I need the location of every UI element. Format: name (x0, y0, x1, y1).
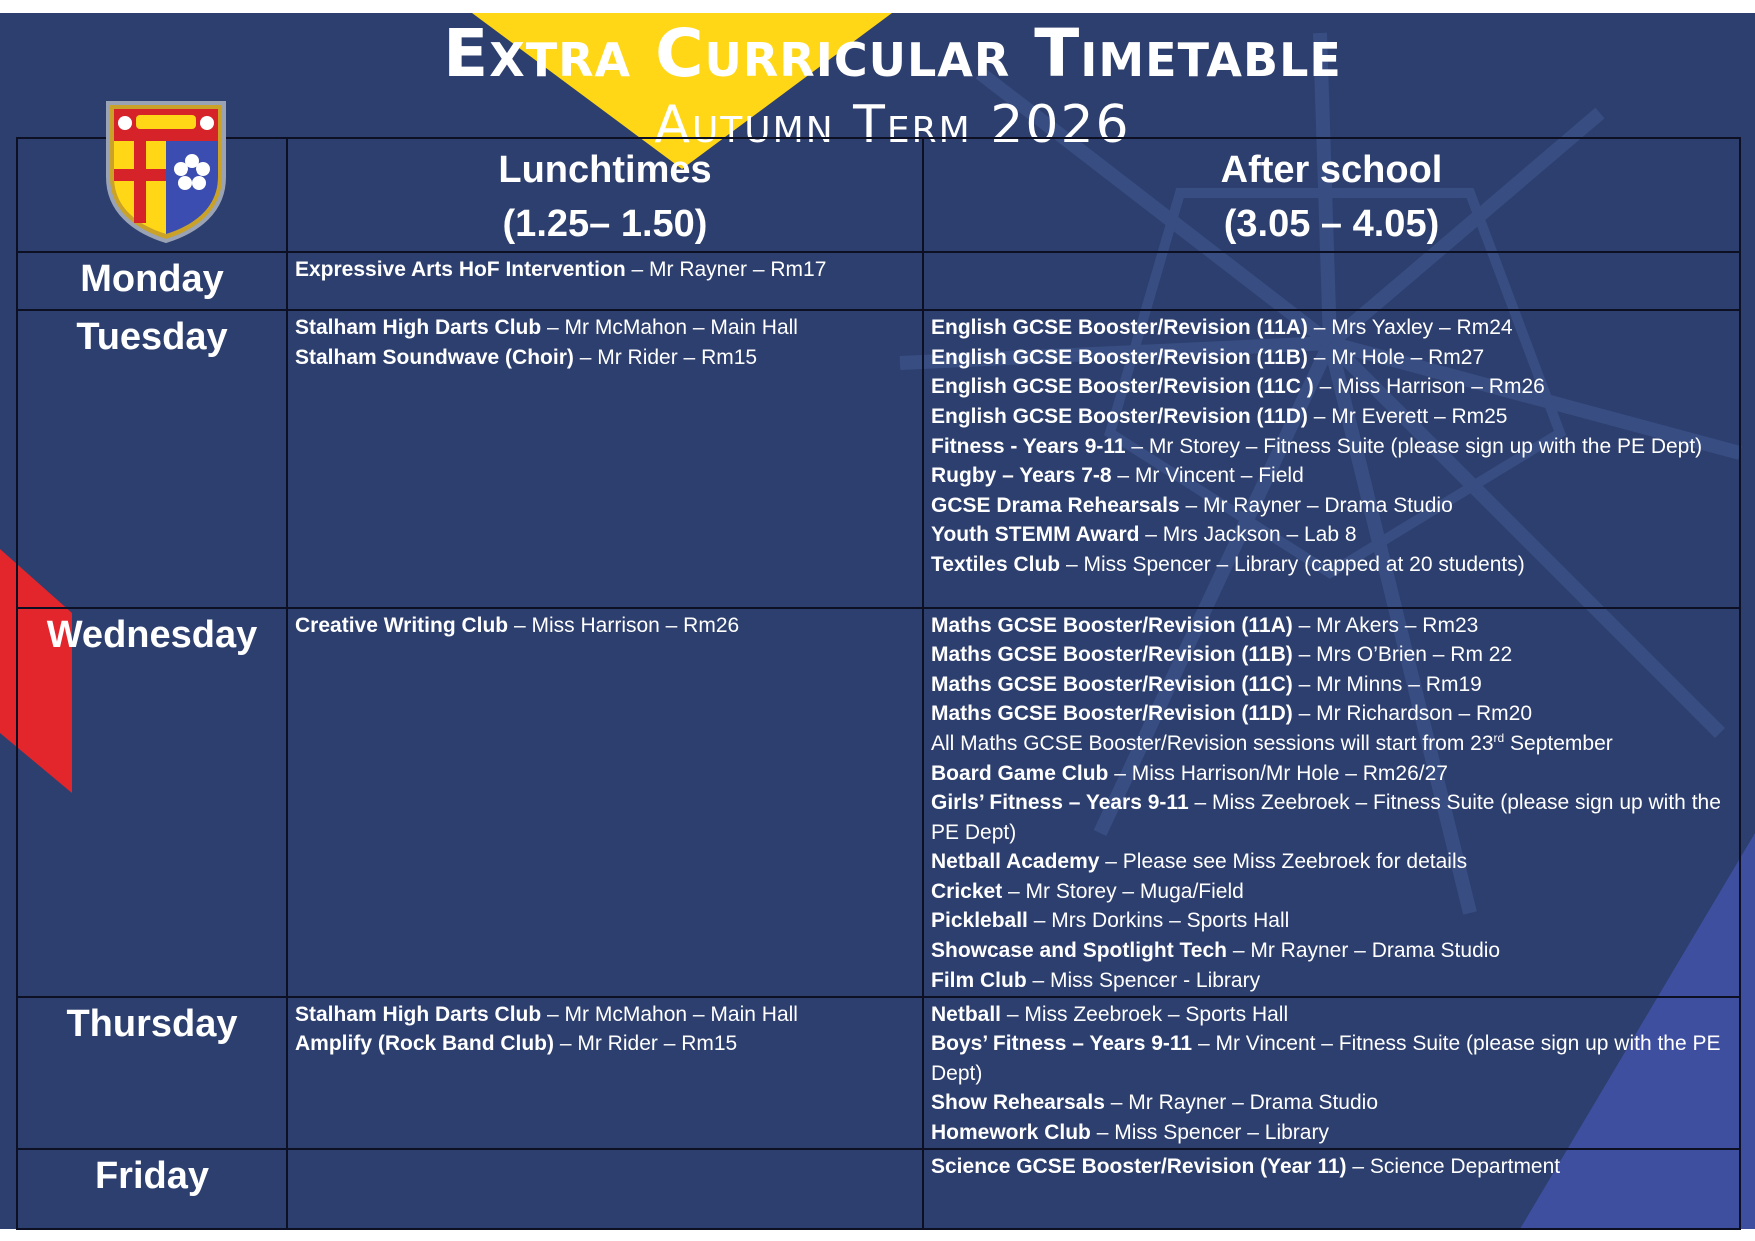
activity-details: – Mr Rayner – Drama Studio (1104, 1091, 1379, 1115)
activity-name: Show Rehearsals (931, 1091, 1105, 1115)
activity-details: – Miss Harrison – Rm26 (508, 613, 740, 637)
activity-name: Homework Club (931, 1121, 1091, 1145)
page-title: Extra Curricular Timetable (443, 15, 1342, 92)
activity-entry (931, 372, 1733, 402)
activity-name: Cricket (931, 879, 1003, 903)
ordinal-suffix: rd (1493, 730, 1505, 745)
activity-name: Board Game Club (931, 761, 1109, 785)
activity-entry (931, 461, 1733, 491)
activity-entry (931, 1029, 1733, 1088)
page-subtitle: Autumn Term 2026 (654, 95, 1131, 155)
lunch-cell-friday (287, 1149, 923, 1229)
activity-details: – Mr McMahon – Main Hall (541, 1002, 798, 1026)
activity-entry (931, 906, 1733, 936)
activity-name: Amplify (Rock Band Club) (295, 1032, 555, 1056)
lunch-cell-wednesday (287, 608, 923, 997)
after-cell-tuesday (923, 310, 1740, 607)
activity-entry (931, 699, 1733, 729)
after-school-header (923, 138, 1740, 252)
activity-details: – Mr McMahon – Main Hall (541, 316, 798, 340)
header-row (17, 138, 1740, 252)
activity-entry (931, 1088, 1733, 1118)
activity-entry (931, 759, 1733, 789)
lunch-cell-monday (287, 252, 923, 310)
activity-name: Girls’ Fitness – Years 9-11 (931, 791, 1189, 815)
activity-name: Maths GCSE Booster/Revision (11D) (931, 702, 1293, 726)
day-label-monday: Monday (17, 252, 287, 310)
activity-name: Netball Academy (931, 850, 1100, 874)
row-wednesday (17, 608, 1740, 997)
after-cell-thursday (923, 997, 1740, 1149)
activity-details: – Mr Akers – Rm23 (1292, 613, 1479, 637)
activity-name: Showcase and Spotlight Tech (931, 939, 1227, 963)
activity-details: – Please see Miss Zeebroek for details (1099, 850, 1468, 874)
activity-entry (295, 313, 916, 343)
activity-entry (295, 1029, 916, 1059)
activity-name: Film Club (931, 968, 1027, 992)
activity-name: Stalham High Darts Club (295, 1002, 542, 1026)
activity-name: Stalham High Darts Club (295, 316, 542, 340)
after-school-title: After school (1220, 149, 1443, 191)
after-cell-wednesday (923, 608, 1740, 997)
activity-details: – Mr Rayner – Drama Studio (1179, 493, 1453, 517)
activity-name: Fitness - Years 9-11 (931, 434, 1126, 458)
activity-entry (931, 1118, 1733, 1148)
activity-name: GCSE Drama Rehearsals (931, 493, 1180, 517)
row-thursday (17, 997, 1740, 1149)
activity-entry (295, 1000, 916, 1030)
activity-entry (931, 877, 1733, 907)
activity-entry (931, 550, 1733, 580)
activity-entry (931, 729, 1733, 759)
activity-details: – Mr Rider – Rm15 (573, 345, 758, 369)
lunch-cell-thursday (287, 997, 923, 1149)
activity-name: Pickleball (931, 909, 1028, 933)
after-school-time: (3.05 – 4.05) (1223, 203, 1440, 245)
activity-entry (931, 611, 1733, 641)
activity-details: – Mrs Jackson – Lab 8 (1139, 523, 1357, 547)
activity-details: – Mrs Yaxley – Rm24 (1307, 316, 1513, 340)
activity-details: All Maths GCSE Booster/Revision sessions will start from 23 (931, 731, 1494, 755)
activity-name: Science GCSE Booster/Revision (Year 11) (931, 1154, 1347, 1178)
activity-details: – Mr Richardson – Rm20 (1292, 702, 1533, 726)
day-label-tuesday: Tuesday (17, 310, 287, 607)
activity-name: Expressive Arts HoF Intervention (295, 258, 626, 282)
timetable (16, 137, 1741, 1230)
activity-entry (931, 966, 1733, 996)
activity-name: Creative Writing Club (295, 613, 509, 637)
activity-details: – Miss Spencer - Library (1026, 968, 1261, 992)
activity-details: – Science Department (1346, 1154, 1561, 1178)
activity-details: – Miss Harrison – Rm26 (1313, 375, 1545, 399)
activity-entry (931, 936, 1733, 966)
activity-entry (295, 255, 916, 285)
lunchtimes-title: Lunchtimes (498, 149, 712, 191)
activity-details: – Mr Vincent – Field (1111, 464, 1304, 488)
activity-entry (931, 1000, 1733, 1030)
row-friday (17, 1149, 1740, 1229)
activity-details-tail: September (1504, 731, 1613, 755)
activity-entry (931, 788, 1733, 847)
day-label-wednesday: Wednesday (17, 608, 287, 997)
after-cell-monday (923, 252, 1740, 310)
activity-name: Boys’ Fitness – Years 9-11 (931, 1032, 1193, 1056)
activity-name: Textiles Club (931, 552, 1061, 576)
activity-entry (931, 847, 1733, 877)
activity-entry (931, 640, 1733, 670)
activity-entry (295, 611, 916, 641)
school-crest-icon (104, 99, 228, 243)
activity-details: – Mr Minns – Rm19 (1292, 672, 1482, 696)
activity-entry (931, 670, 1733, 700)
activity-details: – Mr Rayner – Rm17 (625, 258, 827, 282)
activity-details: – Mrs Dorkins – Sports Hall (1027, 909, 1290, 933)
day-label-friday: Friday (17, 1149, 287, 1229)
activity-entry (931, 491, 1733, 521)
activity-name: English GCSE Booster/Revision (11D) (931, 404, 1308, 428)
lunch-cell-tuesday (287, 310, 923, 607)
lunchtimes-time: (1.25– 1.50) (502, 203, 708, 245)
activity-details: – Miss Harrison/Mr Hole – Rm26/27 (1108, 761, 1448, 785)
activity-name: Maths GCSE Booster/Revision (11B) (931, 643, 1293, 667)
row-monday (17, 252, 1740, 310)
activity-name: Maths GCSE Booster/Revision (11A) (931, 613, 1293, 637)
activity-name: Maths GCSE Booster/Revision (11C) (931, 672, 1293, 696)
activity-entry (931, 343, 1733, 373)
activity-details: – Mr Everett – Rm25 (1307, 404, 1508, 428)
activity-name: Netball (931, 1002, 1002, 1026)
activity-entry (295, 343, 916, 373)
activity-details: – Miss Zeebroek – Sports Hall (1001, 1002, 1289, 1026)
after-cell-friday (923, 1149, 1740, 1229)
activity-details: – Miss Zeebroek – Fitness Suite (please sign up with the PE Dept) (931, 791, 1721, 844)
lunchtimes-header (287, 138, 923, 252)
activity-details: – Mr Storey – Muga/Field (1002, 879, 1244, 903)
activity-entry (931, 1152, 1733, 1182)
activity-entry (931, 432, 1733, 462)
activity-details: – Mr Rayner – Drama Studio (1226, 939, 1501, 963)
activity-details: – Miss Spencer – Library (capped at 20 students) (1060, 552, 1525, 576)
activity-entry (931, 402, 1733, 432)
activity-name: English GCSE Booster/Revision (11A) (931, 316, 1308, 340)
activity-details: – Mr Hole – Rm27 (1307, 345, 1485, 369)
activity-name: English GCSE Booster/Revision (11C ) (931, 375, 1314, 399)
activity-details: – Miss Spencer – Library (1090, 1121, 1329, 1145)
row-tuesday (17, 310, 1740, 607)
activity-name: Youth STEMM Award (931, 523, 1140, 547)
activity-entry (931, 313, 1733, 343)
activity-name: English GCSE Booster/Revision (11B) (931, 345, 1308, 369)
activity-name: Rugby – Years 7-8 (931, 464, 1112, 488)
activity-entry (931, 520, 1733, 550)
activity-name: Stalham Soundwave (Choir) (295, 345, 574, 369)
activity-details: – Mrs O’Brien – Rm 22 (1292, 643, 1513, 667)
activity-details: – Mr Vincent – Fitness Suite (please sign up with the PE Dept) (931, 1032, 1721, 1085)
activity-details: – Mr Rider – Rm15 (554, 1032, 738, 1056)
day-label-thursday: Thursday (17, 997, 287, 1149)
activity-details: – Mr Storey – Fitness Suite (please sign up with the PE Dept) (1125, 434, 1703, 458)
